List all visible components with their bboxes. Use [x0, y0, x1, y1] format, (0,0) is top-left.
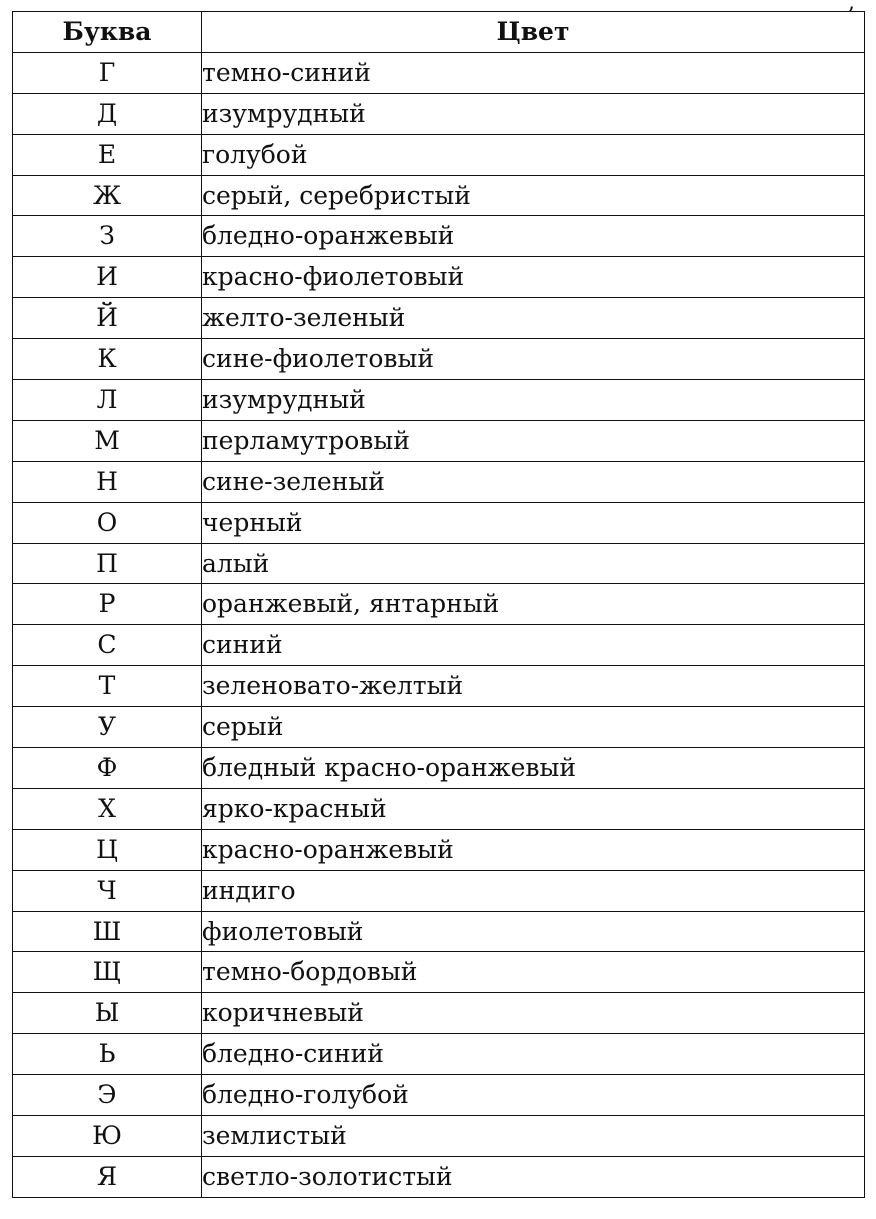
cell-color: сине-фиолетовый	[202, 339, 865, 380]
cell-color: светло-золотистый	[202, 1156, 865, 1197]
table-row	[13, 134, 865, 175]
cell-letter: Т	[13, 666, 202, 707]
cell-color: темно-синий	[202, 52, 865, 93]
cell-letter: Ю	[13, 1116, 202, 1157]
cell-letter: Ч	[13, 870, 202, 911]
letter-color-table	[12, 11, 865, 1198]
cell-color: сине-зеленый	[202, 461, 865, 502]
cell-color: черный	[202, 502, 865, 543]
cell-letter: Е	[13, 134, 202, 175]
table-row	[13, 993, 865, 1034]
cell-letter: Ы	[13, 993, 202, 1034]
cell-letter: Ь	[13, 1034, 202, 1075]
cell-letter: Л	[13, 380, 202, 421]
cell-letter: Ш	[13, 911, 202, 952]
cell-color: серый	[202, 707, 865, 748]
table-row	[13, 216, 865, 257]
table-row	[13, 52, 865, 93]
header-color: Цвет	[202, 12, 865, 53]
cell-color: перламутровый	[202, 420, 865, 461]
table-row	[13, 625, 865, 666]
cell-color: синий	[202, 625, 865, 666]
cell-color: индиго	[202, 870, 865, 911]
cell-color: изумрудный	[202, 93, 865, 134]
table-body	[13, 52, 865, 1197]
cell-letter: Я	[13, 1156, 202, 1197]
cell-letter: Д	[13, 93, 202, 134]
cell-color: желто-зеленый	[202, 298, 865, 339]
cell-color: темно-бордовый	[202, 952, 865, 993]
table-row	[13, 870, 865, 911]
cell-letter: Щ	[13, 952, 202, 993]
table-row	[13, 788, 865, 829]
table-header-row	[13, 12, 865, 53]
cell-letter: М	[13, 420, 202, 461]
cell-letter: Э	[13, 1075, 202, 1116]
cell-letter: З	[13, 216, 202, 257]
table-row	[13, 952, 865, 993]
cell-letter: П	[13, 543, 202, 584]
cell-letter: Р	[13, 584, 202, 625]
table-row	[13, 298, 865, 339]
cell-letter: О	[13, 502, 202, 543]
table-row	[13, 584, 865, 625]
table-row	[13, 666, 865, 707]
cell-color: серый, серебристый	[202, 175, 865, 216]
cell-color: ярко-красный	[202, 788, 865, 829]
table-row	[13, 257, 865, 298]
table-row	[13, 748, 865, 789]
header-letter: Буква	[13, 12, 202, 53]
cell-color: алый	[202, 543, 865, 584]
cell-color: бледно-оранжевый	[202, 216, 865, 257]
cell-color: коричневый	[202, 993, 865, 1034]
cell-letter: Й	[13, 298, 202, 339]
cell-letter: Ц	[13, 829, 202, 870]
cell-color: оранжевый, янтарный	[202, 584, 865, 625]
cell-letter: Ф	[13, 748, 202, 789]
cell-letter: У	[13, 707, 202, 748]
table-row	[13, 1116, 865, 1157]
table-row	[13, 707, 865, 748]
table-row	[13, 93, 865, 134]
cell-color: бледный красно-оранжевый	[202, 748, 865, 789]
cell-letter: Ж	[13, 175, 202, 216]
table-row	[13, 461, 865, 502]
table-row	[13, 543, 865, 584]
table-row	[13, 339, 865, 380]
cell-letter: И	[13, 257, 202, 298]
table-row	[13, 1156, 865, 1197]
table-row	[13, 380, 865, 421]
cell-letter: Г	[13, 52, 202, 93]
table-row	[13, 175, 865, 216]
cell-color: красно-оранжевый	[202, 829, 865, 870]
cell-color: красно-фиолетовый	[202, 257, 865, 298]
cell-color: землистый	[202, 1116, 865, 1157]
cell-letter: Х	[13, 788, 202, 829]
table-row	[13, 502, 865, 543]
table-row	[13, 420, 865, 461]
corner-mark: ,	[848, 0, 855, 15]
table-row	[13, 1075, 865, 1116]
cell-letter: Н	[13, 461, 202, 502]
cell-color: бледно-синий	[202, 1034, 865, 1075]
cell-color: зеленовато-желтый	[202, 666, 865, 707]
cell-color: изумрудный	[202, 380, 865, 421]
cell-letter: К	[13, 339, 202, 380]
table-row	[13, 1034, 865, 1075]
cell-color: голубой	[202, 134, 865, 175]
cell-color: бледно-голубой	[202, 1075, 865, 1116]
table-row	[13, 911, 865, 952]
table-row	[13, 829, 865, 870]
cell-letter: С	[13, 625, 202, 666]
cell-color: фиолетовый	[202, 911, 865, 952]
